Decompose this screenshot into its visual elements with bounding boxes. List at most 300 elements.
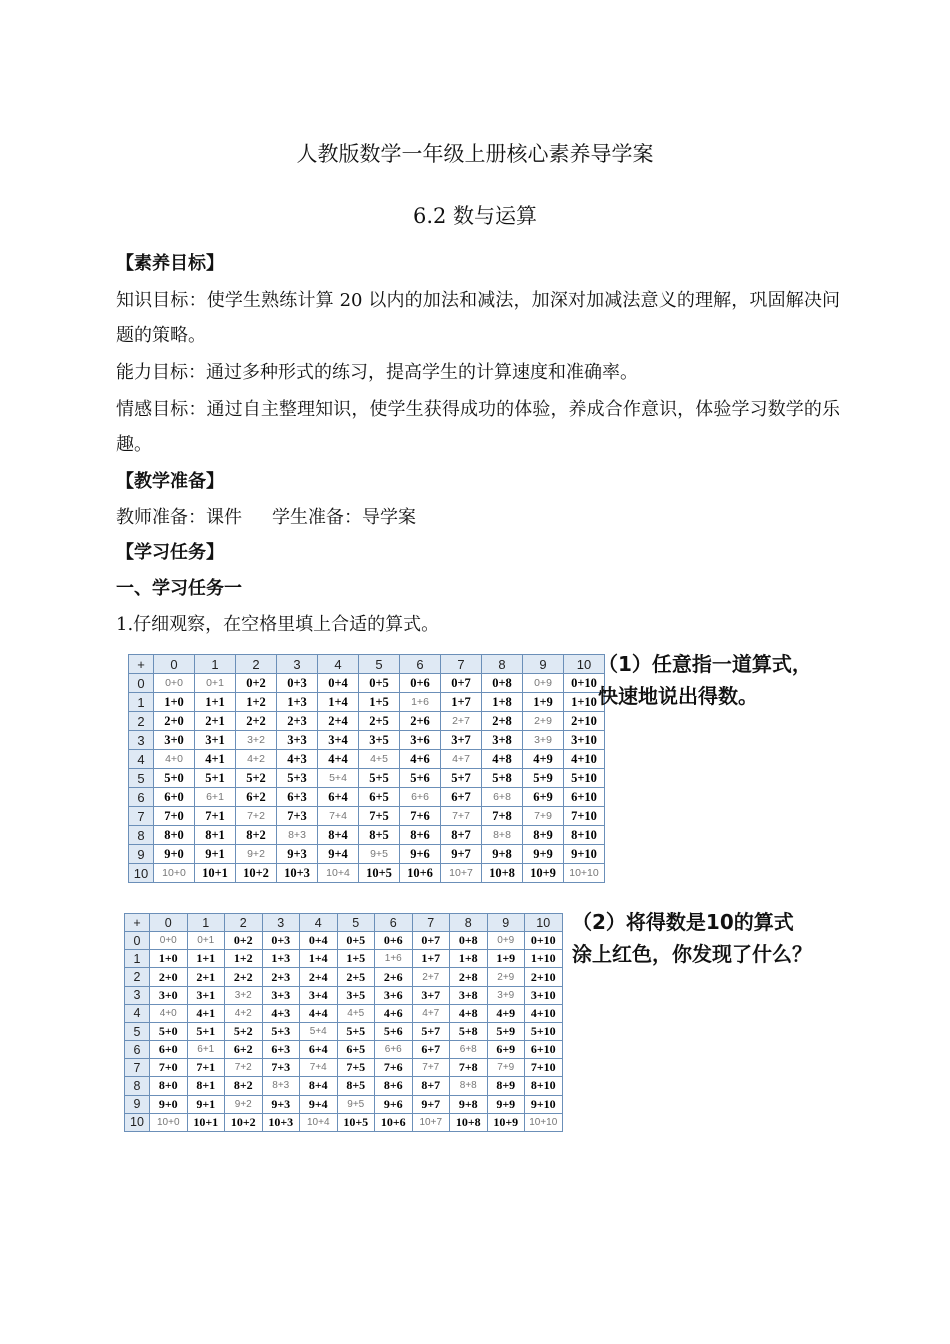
expression-cell[interactable]: 3+2 [236, 731, 277, 750]
expression-cell[interactable]: 1+1 [195, 693, 236, 712]
expression-cell[interactable]: 8+3 [262, 1077, 300, 1095]
expression-cell[interactable]: 5+6 [375, 1022, 413, 1040]
expression-cell[interactable]: 8+2 [225, 1077, 263, 1095]
expression-cell[interactable]: 5+5 [337, 1022, 375, 1040]
expression-cell[interactable]: 5+2 [236, 769, 277, 788]
expression-cell[interactable]: 1+7 [412, 950, 450, 968]
table-header-row [125, 914, 563, 932]
expression-cell[interactable]: 2+6 [375, 968, 413, 986]
expression-cell[interactable]: 9+4 [318, 845, 359, 864]
expression-cell[interactable]: 4+7 [412, 1004, 450, 1022]
expression-cell[interactable]: 9+6 [400, 845, 441, 864]
expression-cell[interactable]: 4+10 [525, 1004, 563, 1022]
expression-cell[interactable]: 9+8 [450, 1095, 488, 1113]
expression-cell[interactable]: 1+4 [300, 950, 338, 968]
expression-cell[interactable]: 4+8 [450, 1004, 488, 1022]
expression-cell[interactable]: 8+10 [564, 826, 605, 845]
expression-cell[interactable]: 7+4 [300, 1059, 338, 1077]
column-header: 5 [359, 655, 400, 674]
expression-cell[interactable]: 4+5 [359, 750, 400, 769]
expression-cell[interactable]: 3+6 [400, 731, 441, 750]
addition-table-1 [128, 654, 605, 883]
knowledge-goal: 知识目标：使学生熟练计算 20 以内的加法和减法，加深对加减法意义的理解，巩固解决问题的策略。 [116, 290, 840, 346]
prompt-2-line2: 涂上红色，你发现了什么？ [572, 942, 812, 966]
expression-cell[interactable]: 2+6 [400, 712, 441, 731]
expression-cell[interactable]: 8+2 [236, 826, 277, 845]
expression-cell[interactable]: 9+9 [523, 845, 564, 864]
expression-cell[interactable]: 8+0 [154, 826, 195, 845]
expression-cell[interactable]: 5+1 [195, 769, 236, 788]
expression-cell[interactable]: 0+3 [262, 932, 300, 950]
expression-cell[interactable]: 5+4 [318, 769, 359, 788]
expression-cell[interactable]: 7+7 [412, 1059, 450, 1077]
teacher-prep: 教师准备：课件 [116, 507, 242, 528]
expression-cell[interactable]: 4+0 [154, 750, 195, 769]
expression-cell[interactable]: 7+5 [359, 807, 400, 826]
expression-cell[interactable]: 6+9 [523, 788, 564, 807]
expression-cell[interactable]: 5+3 [277, 769, 318, 788]
expression-cell[interactable]: 10+8 [482, 864, 523, 883]
task1-heading: 一、学习任务一 [116, 578, 242, 599]
expression-cell[interactable]: 8+0 [150, 1077, 188, 1095]
expression-cell[interactable]: 5+10 [525, 1022, 563, 1040]
expression-cell[interactable]: 10+4 [318, 864, 359, 883]
expression-cell[interactable]: 7+7 [441, 807, 482, 826]
expression-cell[interactable]: 1+8 [450, 950, 488, 968]
expression-cell[interactable]: 6+8 [482, 788, 523, 807]
expression-cell[interactable]: 6+7 [441, 788, 482, 807]
expression-cell[interactable]: 3+4 [318, 731, 359, 750]
expression-cell[interactable]: 7+8 [450, 1059, 488, 1077]
expression-cell[interactable]: 9+7 [412, 1095, 450, 1113]
column-header: 1 [195, 655, 236, 674]
expression-cell[interactable]: 10+0 [150, 1113, 188, 1131]
expression-cell[interactable]: 1+2 [236, 693, 277, 712]
expression-cell[interactable]: 6+3 [262, 1041, 300, 1059]
expression-cell[interactable]: 4+3 [262, 1004, 300, 1022]
expression-cell[interactable]: 7+0 [154, 807, 195, 826]
expression-cell[interactable]: 4+1 [195, 750, 236, 769]
expression-cell[interactable]: 4+4 [318, 750, 359, 769]
expression-cell[interactable]: 5+9 [523, 769, 564, 788]
expression-cell[interactable]: 6+6 [375, 1041, 413, 1059]
expression-cell[interactable]: 8+7 [441, 826, 482, 845]
expression-cell[interactable]: 7+1 [187, 1059, 225, 1077]
expression-cell[interactable]: 4+10 [564, 750, 605, 769]
expression-cell[interactable]: 2+7 [441, 712, 482, 731]
expression-cell[interactable]: 9+2 [225, 1095, 263, 1113]
expression-cell[interactable]: 1+3 [277, 693, 318, 712]
expression-cell[interactable]: 9+3 [262, 1095, 300, 1113]
expression-cell[interactable]: 0+4 [300, 932, 338, 950]
expression-cell[interactable]: 4+2 [236, 750, 277, 769]
column-header: 6 [400, 655, 441, 674]
expression-cell[interactable]: 6+4 [300, 1041, 338, 1059]
expression-cell[interactable]: 4+6 [400, 750, 441, 769]
row-header: 6 [129, 788, 154, 807]
expression-cell[interactable]: 4+1 [187, 1004, 225, 1022]
table-row [129, 845, 605, 864]
expression-cell[interactable]: 5+9 [487, 1022, 525, 1040]
expression-cell[interactable]: 1+2 [225, 950, 263, 968]
row-header: 10 [125, 1113, 150, 1131]
column-header: 9 [523, 655, 564, 674]
column-header: 2 [236, 655, 277, 674]
expression-cell[interactable]: 8+4 [300, 1077, 338, 1095]
expression-cell[interactable]: 1+8 [482, 693, 523, 712]
table-row [125, 986, 563, 1004]
expression-cell[interactable]: 3+0 [154, 731, 195, 750]
expression-cell[interactable]: 2+1 [187, 968, 225, 986]
expression-cell[interactable]: 10+1 [187, 1113, 225, 1131]
expression-cell[interactable]: 8+1 [187, 1077, 225, 1095]
expression-cell[interactable]: 10+9 [523, 864, 564, 883]
expression-cell[interactable]: 10+7 [412, 1113, 450, 1131]
expression-cell[interactable]: 4+6 [375, 1004, 413, 1022]
expression-cell[interactable]: 2+0 [150, 968, 188, 986]
table-row [129, 712, 605, 731]
expression-cell[interactable]: 5+8 [450, 1022, 488, 1040]
addition-table-2 [124, 913, 563, 1132]
expression-cell[interactable]: 6+0 [150, 1041, 188, 1059]
expression-cell[interactable]: 3+9 [523, 731, 564, 750]
expression-cell[interactable]: 10+0 [154, 864, 195, 883]
expression-cell[interactable]: 7+4 [318, 807, 359, 826]
expression-cell[interactable]: 5+0 [150, 1022, 188, 1040]
expression-cell[interactable]: 9+1 [195, 845, 236, 864]
expression-cell[interactable]: 3+1 [187, 986, 225, 1004]
expression-cell[interactable]: 5+2 [225, 1022, 263, 1040]
expression-cell[interactable]: 4+9 [523, 750, 564, 769]
expression-cell[interactable]: 6+5 [359, 788, 400, 807]
expression-cell[interactable]: 10+2 [236, 864, 277, 883]
expression-cell[interactable]: 8+10 [525, 1077, 563, 1095]
expression-cell[interactable]: 0+3 [277, 674, 318, 693]
column-header: 10 [564, 655, 605, 674]
expression-cell[interactable]: 10+10 [564, 864, 605, 883]
expression-cell[interactable]: 2+2 [225, 968, 263, 986]
expression-cell[interactable]: 8+3 [277, 826, 318, 845]
table-row [129, 750, 605, 769]
table-row [129, 731, 605, 750]
expression-cell[interactable]: 1+4 [318, 693, 359, 712]
expression-cell[interactable]: 9+3 [277, 845, 318, 864]
expression-cell[interactable]: 5+1 [187, 1022, 225, 1040]
expression-cell[interactable]: 9+6 [375, 1095, 413, 1113]
expression-cell[interactable]: 3+10 [564, 731, 605, 750]
expression-cell[interactable]: 3+7 [441, 731, 482, 750]
row-header: 10 [129, 864, 154, 883]
expression-cell[interactable]: 2+5 [337, 968, 375, 986]
expression-cell[interactable]: 1+6 [375, 950, 413, 968]
expression-cell[interactable]: 6+10 [525, 1041, 563, 1059]
expression-cell[interactable]: 6+2 [225, 1041, 263, 1059]
expression-cell[interactable]: 10+2 [225, 1113, 263, 1131]
expression-cell[interactable]: 3+4 [300, 986, 338, 1004]
expression-cell[interactable]: 3+8 [482, 731, 523, 750]
expression-cell[interactable]: 3+9 [487, 986, 525, 1004]
expression-cell[interactable]: 8+9 [523, 826, 564, 845]
expression-cell[interactable]: 6+2 [236, 788, 277, 807]
column-header: 4 [300, 914, 338, 932]
expression-cell[interactable]: 2+8 [450, 968, 488, 986]
column-header: 7 [412, 914, 450, 932]
expression-cell[interactable]: 4+0 [150, 1004, 188, 1022]
expression-cell[interactable]: 0+0 [150, 932, 188, 950]
expression-cell[interactable]: 4+5 [337, 1004, 375, 1022]
expression-cell[interactable]: 9+4 [300, 1095, 338, 1113]
expression-cell[interactable]: 2+10 [525, 968, 563, 986]
expression-cell[interactable]: 2+4 [318, 712, 359, 731]
expression-cell[interactable]: 0+10 [564, 674, 605, 693]
expression-cell[interactable]: 9+1 [187, 1095, 225, 1113]
expression-cell[interactable]: 0+10 [525, 932, 563, 950]
expression-cell[interactable]: 0+7 [441, 674, 482, 693]
table-row [125, 932, 563, 950]
expression-cell[interactable]: 10+6 [400, 864, 441, 883]
expression-cell[interactable]: 7+9 [523, 807, 564, 826]
expression-cell[interactable]: 7+6 [375, 1059, 413, 1077]
tasks-heading: 【学习任务】 [116, 542, 224, 563]
expression-cell[interactable]: 7+3 [262, 1059, 300, 1077]
expression-cell[interactable]: 2+5 [359, 712, 400, 731]
expression-cell[interactable]: 0+0 [154, 674, 195, 693]
expression-cell[interactable]: 1+10 [564, 693, 605, 712]
expression-cell[interactable]: 9+0 [150, 1095, 188, 1113]
expression-cell[interactable]: 1+9 [487, 950, 525, 968]
expression-cell[interactable]: 3+10 [525, 986, 563, 1004]
expression-cell[interactable]: 6+9 [487, 1041, 525, 1059]
expression-cell[interactable]: 9+10 [525, 1095, 563, 1113]
table-row [125, 1004, 563, 1022]
expression-cell[interactable]: 5+5 [359, 769, 400, 788]
expression-cell[interactable]: 4+9 [487, 1004, 525, 1022]
expression-cell[interactable]: 2+2 [236, 712, 277, 731]
expression-cell[interactable]: 10+3 [277, 864, 318, 883]
expression-cell[interactable]: 9+8 [482, 845, 523, 864]
column-header: 7 [441, 655, 482, 674]
row-header: 5 [125, 1022, 150, 1040]
table-corner-plus: + [129, 655, 154, 674]
expression-cell[interactable]: 6+0 [154, 788, 195, 807]
expression-cell[interactable]: 4+4 [300, 1004, 338, 1022]
expression-cell[interactable]: 4+2 [225, 1004, 263, 1022]
table-row [129, 807, 605, 826]
expression-cell[interactable]: 8+9 [487, 1077, 525, 1095]
expression-cell[interactable]: 1+10 [525, 950, 563, 968]
expression-cell[interactable]: 10+7 [441, 864, 482, 883]
column-header: 8 [482, 655, 523, 674]
expression-cell[interactable]: 7+0 [150, 1059, 188, 1077]
expression-cell[interactable]: 0+2 [236, 674, 277, 693]
expression-cell[interactable]: 2+8 [482, 712, 523, 731]
column-header: 9 [487, 914, 525, 932]
table-row [125, 1059, 563, 1077]
expression-cell[interactable]: 6+4 [318, 788, 359, 807]
row-header: 3 [129, 731, 154, 750]
expression-cell[interactable]: 8+5 [337, 1077, 375, 1095]
row-header: 9 [129, 845, 154, 864]
expression-cell[interactable]: 3+7 [412, 986, 450, 1004]
expression-cell[interactable]: 2+4 [300, 968, 338, 986]
expression-cell[interactable]: 5+8 [482, 769, 523, 788]
expression-cell[interactable]: 1+3 [262, 950, 300, 968]
row-header: 6 [125, 1041, 150, 1059]
expression-cell[interactable]: 6+8 [450, 1041, 488, 1059]
table-row [129, 864, 605, 883]
expression-cell[interactable]: 3+6 [375, 986, 413, 1004]
expression-cell[interactable]: 2+0 [154, 712, 195, 731]
expression-cell[interactable]: 2+10 [564, 712, 605, 731]
column-header: 8 [450, 914, 488, 932]
row-header: 0 [129, 674, 154, 693]
expression-cell[interactable]: 7+10 [525, 1059, 563, 1077]
expression-cell[interactable]: 6+1 [187, 1041, 225, 1059]
table-row [125, 1041, 563, 1059]
expression-cell[interactable]: 10+4 [300, 1113, 338, 1131]
expression-cell[interactable]: 0+8 [482, 674, 523, 693]
expression-cell[interactable]: 3+3 [262, 986, 300, 1004]
expression-cell[interactable]: 6+1 [195, 788, 236, 807]
expression-cell[interactable]: 5+7 [412, 1022, 450, 1040]
expression-cell[interactable]: 8+1 [195, 826, 236, 845]
expression-cell[interactable]: 5+0 [154, 769, 195, 788]
expression-cell[interactable]: 8+8 [450, 1077, 488, 1095]
expression-cell[interactable]: 3+5 [359, 731, 400, 750]
expression-cell[interactable]: 9+5 [359, 845, 400, 864]
expression-cell[interactable]: 1+0 [154, 693, 195, 712]
expression-cell[interactable]: 3+5 [337, 986, 375, 1004]
expression-cell[interactable]: 2+9 [523, 712, 564, 731]
expression-cell[interactable]: 10+1 [195, 864, 236, 883]
expression-cell[interactable]: 7+10 [564, 807, 605, 826]
ability-goal: 能力目标：通过多种形式的练习，提高学生的计算速度和准确率。 [116, 362, 638, 383]
row-header: 9 [125, 1095, 150, 1113]
expression-cell[interactable]: 4+8 [482, 750, 523, 769]
expression-cell[interactable]: 9+7 [441, 845, 482, 864]
expression-cell[interactable]: 7+2 [236, 807, 277, 826]
expression-cell[interactable]: 1+0 [150, 950, 188, 968]
column-header: 6 [375, 914, 413, 932]
column-header: 0 [154, 655, 195, 674]
column-header: 0 [150, 914, 188, 932]
table-corner-plus: + [125, 914, 150, 932]
table-row [125, 1077, 563, 1095]
expression-cell[interactable]: 6+10 [564, 788, 605, 807]
prep-heading: 【教学准备】 [116, 471, 224, 492]
expression-cell[interactable]: 9+10 [564, 845, 605, 864]
expression-cell[interactable]: 4+3 [277, 750, 318, 769]
column-header: 1 [187, 914, 225, 932]
expression-cell[interactable]: 8+5 [359, 826, 400, 845]
expression-cell[interactable]: 0+9 [487, 932, 525, 950]
expression-cell[interactable]: 7+2 [225, 1059, 263, 1077]
expression-cell[interactable]: 0+4 [318, 674, 359, 693]
column-header: 4 [318, 655, 359, 674]
table-row [125, 1022, 563, 1040]
expression-cell[interactable]: 3+0 [150, 986, 188, 1004]
expression-cell[interactable]: 3+8 [450, 986, 488, 1004]
expression-cell[interactable]: 7+6 [400, 807, 441, 826]
expression-cell[interactable]: 10+3 [262, 1113, 300, 1131]
expression-cell[interactable]: 8+4 [318, 826, 359, 845]
expression-cell[interactable]: 1+5 [359, 693, 400, 712]
expression-cell[interactable]: 0+1 [187, 932, 225, 950]
prompt-1-line1: （1）任意指一道算式， [598, 652, 812, 676]
expression-cell[interactable]: 7+9 [487, 1059, 525, 1077]
expression-cell[interactable]: 0+9 [523, 674, 564, 693]
expression-cell[interactable]: 8+8 [482, 826, 523, 845]
expression-cell[interactable]: 0+8 [450, 932, 488, 950]
expression-cell[interactable]: 6+7 [412, 1041, 450, 1059]
expression-cell[interactable]: 6+5 [337, 1041, 375, 1059]
expression-cell[interactable]: 10+9 [487, 1113, 525, 1131]
expression-cell[interactable]: 6+3 [277, 788, 318, 807]
expression-cell[interactable]: 4+7 [441, 750, 482, 769]
expression-cell[interactable]: 8+6 [375, 1077, 413, 1095]
expression-cell[interactable]: 5+6 [400, 769, 441, 788]
expression-cell[interactable]: 7+3 [277, 807, 318, 826]
expression-cell[interactable]: 8+6 [400, 826, 441, 845]
expression-cell[interactable]: 10+8 [450, 1113, 488, 1131]
expression-cell[interactable]: 0+6 [375, 932, 413, 950]
table-row [125, 1113, 563, 1131]
expression-cell[interactable]: 7+1 [195, 807, 236, 826]
row-header: 4 [129, 750, 154, 769]
expression-cell[interactable]: 6+6 [400, 788, 441, 807]
expression-cell[interactable]: 3+2 [225, 986, 263, 1004]
column-header: 3 [277, 655, 318, 674]
row-header: 4 [125, 1004, 150, 1022]
expression-cell[interactable]: 1+5 [337, 950, 375, 968]
expression-cell[interactable]: 9+9 [487, 1095, 525, 1113]
expression-cell[interactable]: 2+3 [262, 968, 300, 986]
expression-cell[interactable]: 0+7 [412, 932, 450, 950]
expression-cell[interactable]: 8+7 [412, 1077, 450, 1095]
expression-cell[interactable]: 0+5 [359, 674, 400, 693]
expression-cell[interactable]: 1+9 [523, 693, 564, 712]
expression-cell[interactable]: 5+3 [262, 1022, 300, 1040]
expression-cell[interactable]: 10+6 [375, 1113, 413, 1131]
expression-cell[interactable]: 9+2 [236, 845, 277, 864]
table-row [129, 826, 605, 845]
expression-cell[interactable]: 9+5 [337, 1095, 375, 1113]
expression-cell[interactable]: 1+6 [400, 693, 441, 712]
expression-cell[interactable]: 0+6 [400, 674, 441, 693]
expression-cell[interactable]: 2+9 [487, 968, 525, 986]
expression-cell[interactable]: 1+7 [441, 693, 482, 712]
expression-cell[interactable]: 2+7 [412, 968, 450, 986]
expression-cell[interactable]: 3+1 [195, 731, 236, 750]
expression-cell[interactable]: 2+3 [277, 712, 318, 731]
expression-cell[interactable]: 0+1 [195, 674, 236, 693]
expression-cell[interactable]: 9+0 [154, 845, 195, 864]
expression-cell[interactable]: 7+5 [337, 1059, 375, 1077]
expression-cell[interactable]: 2+1 [195, 712, 236, 731]
expression-cell[interactable]: 0+5 [337, 932, 375, 950]
expression-cell[interactable]: 5+10 [564, 769, 605, 788]
row-header: 7 [129, 807, 154, 826]
expression-cell[interactable]: 5+7 [441, 769, 482, 788]
expression-cell[interactable]: 10+5 [359, 864, 400, 883]
expression-cell[interactable]: 5+4 [300, 1022, 338, 1040]
expression-cell[interactable]: 0+2 [225, 932, 263, 950]
expression-cell[interactable]: 10+5 [337, 1113, 375, 1131]
expression-cell[interactable]: 10+10 [525, 1113, 563, 1131]
expression-cell[interactable]: 3+3 [277, 731, 318, 750]
expression-cell[interactable]: 7+8 [482, 807, 523, 826]
expression-cell[interactable]: 1+1 [187, 950, 225, 968]
